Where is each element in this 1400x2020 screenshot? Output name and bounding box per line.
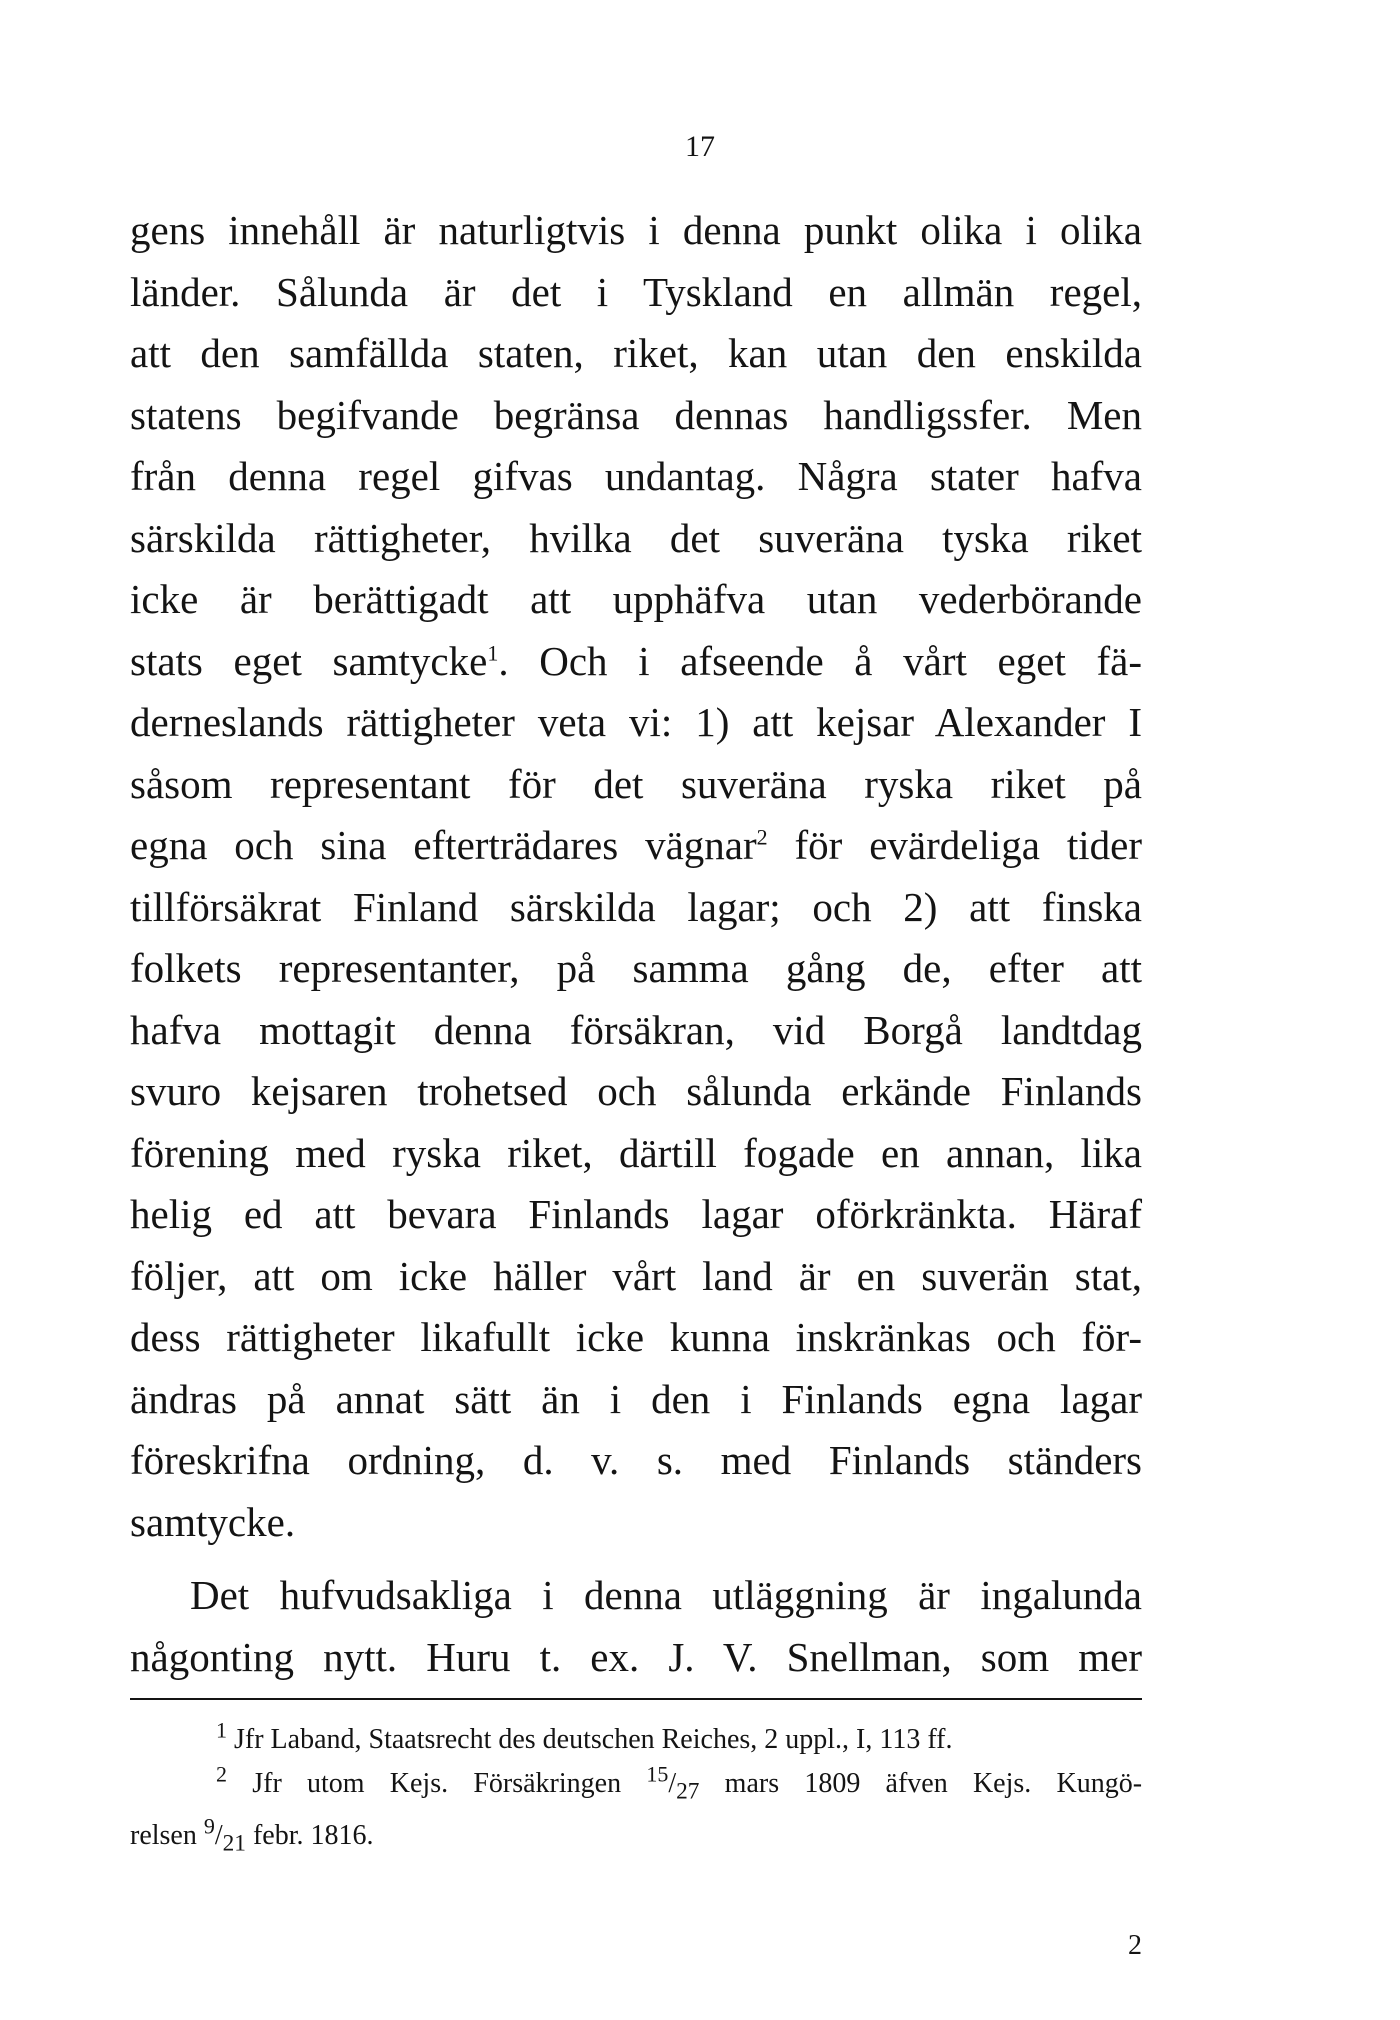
text-line: tillförsäkrat Finland särskilda lagar; och 2) att finska: [130, 883, 1142, 930]
text-line: helig ed att bevara Finlands lagar oförkränkta. Häraf: [130, 1191, 1142, 1237]
paragraph-gap: [130, 1553, 1142, 1565]
text-line: länder. Sålunda är det i Tyskland en allmän regel,: [130, 268, 1142, 315]
text-line: såsom representant för det suveräna ryska riket på: [130, 760, 1142, 807]
text-line: ändras på annat sätt än i den i Finlands egna lagar: [130, 1375, 1142, 1422]
footnote-text: febr. 1816.: [252, 1819, 374, 1851]
page-number: 17: [685, 130, 715, 163]
footnote-ref-1: 1: [487, 639, 499, 665]
footnotes: [130, 1718, 1142, 1865]
text-line: hafva mottagit denna försäkran, vid Borgå landtdag: [130, 1006, 1142, 1053]
body-text: [130, 200, 1142, 1688]
footnote-divider: [130, 1698, 1142, 1700]
sheet-signature: 2: [1128, 1930, 1142, 1961]
text-fragment: . Och i afseende å vårt eget fä-: [498, 637, 1142, 684]
text-line: derneslands rättigheter veta vi: 1) att kejsar Alexander I: [130, 699, 1142, 745]
footnote-marker: 1: [216, 1717, 227, 1743]
text-line: någonting nytt. Huru t. ex. J. V. Snellman, som mer: [130, 1633, 1142, 1680]
text-line: följer, att om icke häller vårt land är en suverän stat,: [130, 1252, 1142, 1299]
text-line: [130, 815, 1142, 877]
text-line: folkets representanter, på samma gång de, efter att: [130, 945, 1142, 991]
text-line: från denna regel gifvas undantag. Några stater hafva: [130, 453, 1142, 499]
footnote-text: Jfr Laband, Staatsrecht des deutschen Reiches, 2 uppl., I, 113 ff.: [234, 1724, 953, 1755]
date-denominator: 21: [222, 1830, 246, 1857]
text-line: förening med ryska riket, därtill fogade en annan, lika: [130, 1129, 1142, 1176]
text-line: [130, 631, 1142, 693]
footnote-text: Jfr utom Kejs. Försäkringen: [252, 1768, 622, 1799]
text-line: särskilda rättigheter, hvilka det suveräna tyska riket: [130, 514, 1142, 561]
text-line: dess rättigheter likafullt icke kunna inskränkas och för-: [130, 1314, 1142, 1360]
footnote-text: mars 1809 äfven Kejs. Kungö-: [724, 1768, 1143, 1799]
date-numerator: 15: [646, 1761, 669, 1787]
footnote-2: $^2$ Jfr utom Kejs. Försäkringen $^{15}/_{27}$ mars 1809 äfven Kejs. Kungö-: [216, 1761, 1143, 1805]
text-fragment: egna och sina efterträdares vägnar: [130, 822, 757, 868]
footnote-text: relsen: [130, 1819, 197, 1851]
text-line: statens begifvande begränsa dennas handligssfer. Men: [130, 391, 1142, 438]
text-line: föreskrifna ordning, d. v. s. med Finlands ständers: [130, 1437, 1142, 1483]
text-fragment: för evärdeliga tider: [767, 822, 1142, 868]
footnote-1: [130, 1718, 1142, 1762]
date-denominator: 27: [676, 1778, 700, 1805]
footnote-ref-2: 2: [756, 824, 768, 850]
text-line: att den samfällda staten, riket, kan utan den enskilda: [130, 330, 1142, 376]
text-fragment: stats eget samtycke: [130, 637, 488, 684]
date-numerator: 9: [203, 1813, 215, 1839]
text-line: icke är berättigadt att upphäfva utan vederbörande: [130, 576, 1142, 622]
text-line: Det hufvudsakliga i denna utläggning är ingalunda: [190, 1572, 1142, 1618]
footnote-marker: 2: [216, 1761, 227, 1787]
text-line: samtycke.: [130, 1498, 296, 1545]
text-line: gens innehåll är naturligtvis i denna punkt olika i olika: [130, 207, 1142, 253]
text-line: svuro kejsaren trohetsed och sålunda erkände Finlands: [130, 1068, 1142, 1114]
footnote-2-continued: relsen $^9/_{21}$ febr. 1816.: [130, 1813, 374, 1857]
